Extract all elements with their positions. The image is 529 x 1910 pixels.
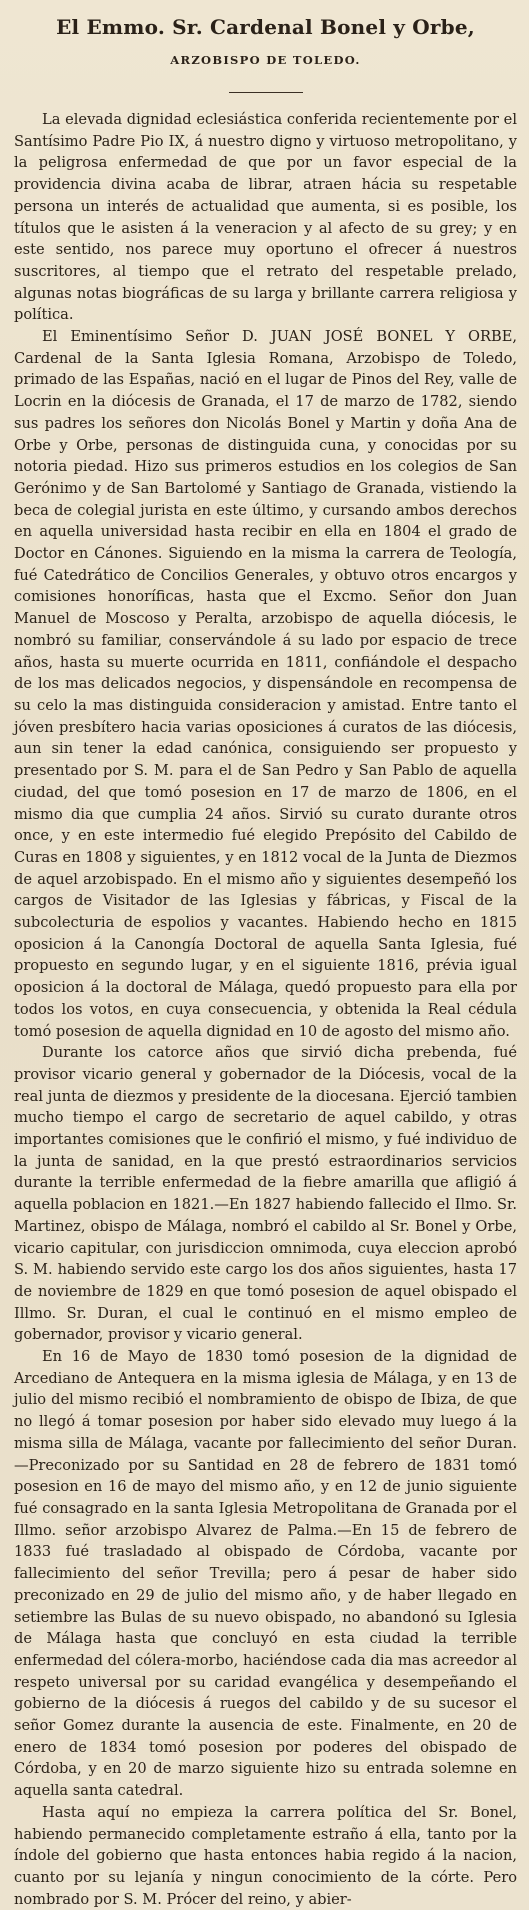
article-paragraph: Hasta aquí no empieza la carrera política del Sr. Bonel, habiendo permanecido completamente estraño á ella, tanto por la índole del gobierno que hasta entonces habia regido á la nacion, cuanto por su lejanía y ningun conocimiento de la córte. Pero nombrado por S. M. Prócer del reino, y abier- [14, 1803, 517, 1908]
article-title: El Emmo. Sr. Cardenal Bonel y Orbe, [56, 15, 475, 39]
article-subtitle: ARZOBISPO DE TOLEDO. [170, 53, 361, 67]
article-paragraph: Durante los catorce años que sirvió dicha prebenda, fué provisor vicario general y gobernador de la Diócesis, vocal de la real junta de diezmos y presidente de la diocesana. Ejerció tambien mucho tiempo el cargo de secretario de aquel cabildo, y otras importantes comisiones que le confirió el mismo, y fué individuo de la junta de sanidad, en la que prestó estraordinarios servicios durante la terrible enfermedad de la fiebre amarilla que afligió á aquella poblacion en 1821.—En 1827 habiendo fallecido el Ilmo. Sr. Martinez, obispo de Málaga, nombró el cabildo al Sr. Bonel y Orbe, vicario capitular, con jurisdiccion omnimoda, cuya eleccion aprobó S. M. habiendo servido este cargo los dos años siguientes, hasta 17 de noviembre de 1829 en que tomó posesion de aquel obispado el Illmo. Sr. Duran, el cual le continuó en el mismo empleo de gobernador, provisor y vicario general. [14, 1044, 517, 1344]
article-paragraph: El Eminentísimo Señor D. JUAN JOSÉ BONEL Y ORBE, Cardenal de la Santa Iglesia Romana, Arzobispo de Toledo, primado de las Españas, nació en el lugar de Pinos del Rey, valle de Locrin en la diócesis de Granada, el 17 de marzo de 1782, siendo sus padres los señores don Nicolás Bonel y Martin y doña Ana de Orbe y Orbe, personas de distinguida cuna, y conocidas por su notoria piedad. Hizo sus primeros estudios en los colegios de San Gerónimo y de San Bartolomé y Santiago de Granada, vistiendo la beca de colegial jurista en este último, y cursando ambos derechos en aquella universidad hasta recibir en ella en 1804 el grado de Doctor en Cánones. Siguiendo en la misma la carrera de Teología, fué Catedrático de Concilios Generales, y obtuvo otros encargos y comisiones honoríficas, hasta que el Excmo. Señor don Juan Manuel de Moscoso y Peralta, arzobispo de aquella diócesis, le nombró su familiar, conservándole á su lado por espacio de trece años, hasta su muerte ocurrida en 1811, confiándole el despacho de los mas delicados negocios, y dispensándole en recompensa de su celo la mas distinguida consideracion y amistad. Entre tanto el jóven presbítero hacia varias oposiciones á curatos de las diócesis, aun sin tener la edad canónica, consiguiendo ser propuesto y presentado por S. M. para el de San Pedro y San Pablo de aquella ciudad, del que tomó posesion en 17 de marzo de 1806, en el mismo dia que cumplia 24 años. Sirvió su curato durante otros once, y en este intermedio fué elegido Prepósito del Cabildo de Curas en 1808 y siguientes, y en 1812 vocal de la Junta de Diezmos de aquel arzobispado. En el mismo año y siguientes desempeñó los cargos de Visitador de las Iglesias y fábricas, y Fiscal de la subcolecturia de espolios y vacantes. Habiendo hecho en 1815 oposicion á la Canongía Doctoral de aquella Santa Iglesia, fué propuesto en segundo lugar, y en el siguiente 1816, prévia igual oposicion á la doctoral de Málaga, quedó propuesto para ella por todos los votos, en cuya consecuencia, y obtenida la Real cédula tomó posesion de aquella dignidad en 10 de agosto del mismo año. [14, 328, 517, 1040]
article-paragraph: En 16 de Mayo de 1830 tomó posesion de la dignidad de Arcediano de Antequera en la misma iglesia de Málaga, y en 13 de julio del mismo recibió el nombramiento de obispo de Ibiza, de que no llegó á tomar posesion por haber sido elevado muy luego á la misma silla de Málaga, vacante por fallecimiento del señor Duran.—Preconizado por su Santidad en 28 de febrero de 1831 tomó posesion en 16 de mayo del mismo año, y en 12 de junio siguiente fué consagrado en la santa Iglesia Metropolitana de Granada por el Illmo. señor arzobispo Alvarez de Palma.—En 15 de febrero de 1833 fué trasladado al obispado de Córdoba, vacante por fallecimiento del señor Trevilla; pero á pesar de haber sido preconizado en 29 de julio del mismo año, y de haber llegado en setiembre las Bulas de su nuevo obispado, no abandonó su Iglesia de Málaga hasta que concluyó en esta ciudad la terrible enfermedad del cólera-morbo, haciéndose cada dia mas acreedor al respeto universal por su caridad evangélica y desempeñando el gobierno de la diócesis á ruegos del cabildo y de su sucesor el señor Gomez durante la ausencia de este. Finalmente, en 20 de enero de 1834 tomó posesion por poderes del obispado de Córdoba, y en 20 de marzo siguiente hizo su entrada solemne en aquella santa catedral. [14, 1348, 517, 1800]
title-divider [229, 92, 303, 93]
article-body [14, 109, 517, 1910]
article-paragraph: La elevada dignidad eclesiástica conferida recientemente por el Santísimo Padre Pio IX, á nuestro digno y virtuoso metropolitano, y la peligrosa enfermedad de que por un favor especial de la providencia divina acaba de librar, atraen hácia su respetable persona un interés de actualidad que aumenta, si es posible, los títulos que le asisten á la veneracion y al afecto de su grey; y en este sentido, nos parece muy oportuno el ofrecer á nuestros suscritores, al tiempo que el retrato del respetable prelado, algunas notas biográficas de su larga y brillante carrera religiosa y política. [14, 111, 517, 324]
